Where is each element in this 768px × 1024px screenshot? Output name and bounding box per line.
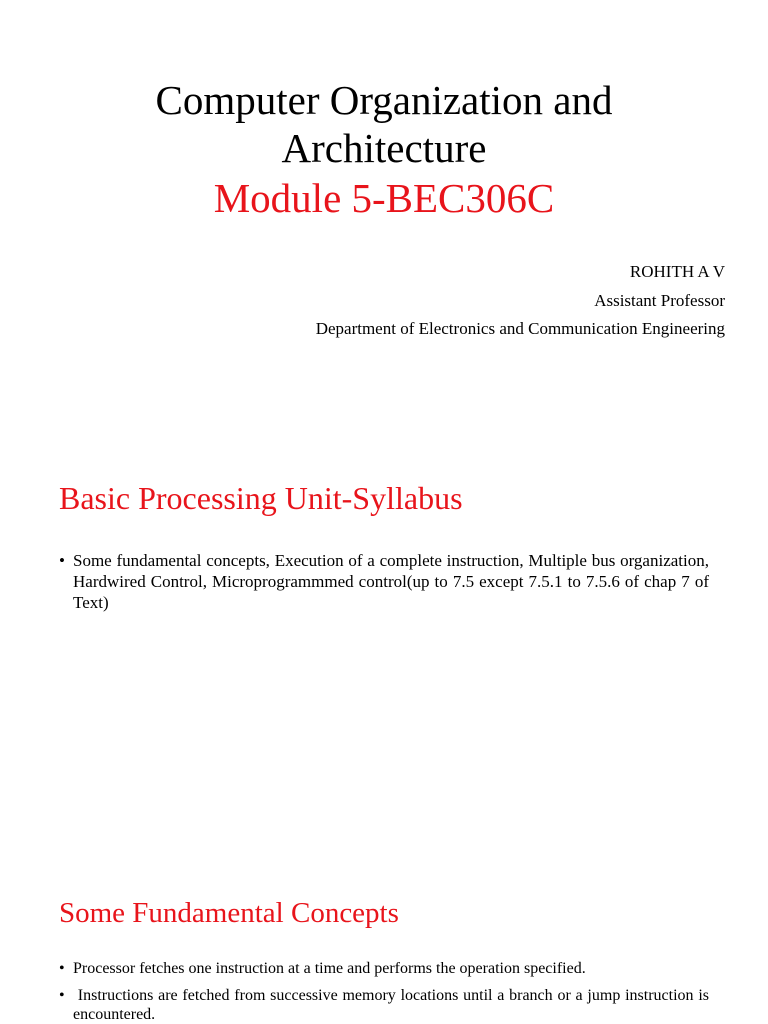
bullet-text: Processor fetches one instruction at a time and performs the operation specified. xyxy=(73,960,586,977)
slide-heading: Some Fundamental Concepts xyxy=(59,897,399,929)
bullet-item xyxy=(59,550,709,613)
bullet-text: Instructions are fetched from successive memory locations until a branch or a jump instruction is encountered. xyxy=(73,987,713,1023)
bullet-text: Some fundamental concepts, Execution of a complete instruction, Multiple bus organization, Hardwired Control, Microprogrammmed control(up to 7.5 except 7.5.1 to 7.5.6 of chap 7 of Text) xyxy=(73,551,709,612)
author-department: Department of Electronics and Communication Engineering xyxy=(315,319,725,338)
bullet-icon: • xyxy=(59,987,65,1004)
author-name: ROHITH A V xyxy=(629,262,725,281)
title-line-2: Architecture xyxy=(281,125,487,171)
module-subtitle: Module 5-BEC306C xyxy=(213,175,555,221)
slide-heading: Basic Processing Unit-Syllabus xyxy=(59,480,463,516)
bullet-icon: • xyxy=(59,551,65,570)
bullet-item xyxy=(59,958,709,979)
bullet-item xyxy=(59,986,713,1024)
title-line-1: Computer Organization and xyxy=(155,77,613,123)
author-position: Assistant Professor xyxy=(594,291,725,310)
bullet-icon: • xyxy=(59,960,65,977)
